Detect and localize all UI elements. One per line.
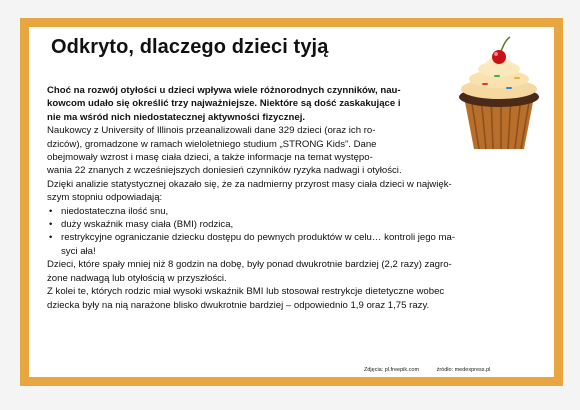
article-frame	[20, 18, 563, 386]
article-title: Odkryto, dlaczego dzieci tyją	[51, 36, 329, 58]
factors-list	[47, 205, 533, 259]
text-line: szym stopniu odpowiadają:	[47, 192, 163, 204]
paragraph-sleep	[47, 258, 533, 285]
list-item: • duży wskaźnik masy ciała (BMI) rodzica,	[47, 218, 533, 231]
paragraph-study	[47, 124, 533, 178]
photo-credit: Zdjęcia: pl.freepik.com	[364, 367, 420, 373]
text-line: dziców), gromadzone w ramach wieloletniego studium „STRONG Kids”. Dane	[47, 138, 377, 150]
text-line: wania 22 znanych z wcześniejszych doniesień czynników ryzyka nadwagi i otyłości.	[47, 165, 402, 177]
credits	[364, 367, 506, 373]
text-line: żone nadwagą lub otyłością w przyszłości.	[47, 272, 227, 284]
text-line: Dzięki analizie statystycznej okazało się, że za nadmierny przyrost masy ciała dzieci w najwięk-	[47, 178, 452, 190]
paragraph-analysis	[47, 178, 533, 205]
source-credit: źródło: medexpress.pl	[436, 367, 491, 373]
lead-line: kowcom udało się określić trzy najważniejsze. Niektóre są dość zaskakujące i	[47, 98, 401, 110]
text-line: Z kolei te, których rodzic miał wysoki wskaźnik BMI lub stosował restrykcje dietetyczne wobec	[47, 286, 445, 298]
lead-line: nie ma wśród nich niedostatecznej aktywności fizycznej.	[47, 111, 306, 123]
text-line: dziecka były na nią narażone blisko dwukrotnie bardziej – odpowiednio 1,9 oraz 1,75 razy.	[47, 299, 430, 311]
paragraph-bmi	[47, 285, 533, 312]
article-body	[47, 84, 533, 312]
list-item: • niedostateczna ilość snu,	[47, 205, 533, 218]
lead-paragraph	[47, 84, 533, 124]
lead-line: Choć na rozwój otyłości u dzieci wpływa wiele różnorodnych czynników, nau-	[47, 85, 401, 96]
list-item-line: restrykcyjne ograniczanie dziecku dostępu do pewnych produktów w celu… kontroli jego ma-	[61, 232, 456, 244]
text-line: obejmowały wzrost i masę ciała dzieci, a także informacje na temat występo-	[47, 152, 373, 164]
text-line: Naukowcy z University of Illinois przeanalizowali dane 329 dzieci (oraz ich ro-	[47, 125, 376, 137]
list-item-line: syci ała!	[61, 245, 96, 257]
list-item	[47, 231, 533, 258]
text-line: Dzieci, które spały mniej niż 8 godzin na dobę, były ponad dwukrotnie bardziej (2,2 razy) zagro-	[47, 259, 452, 271]
